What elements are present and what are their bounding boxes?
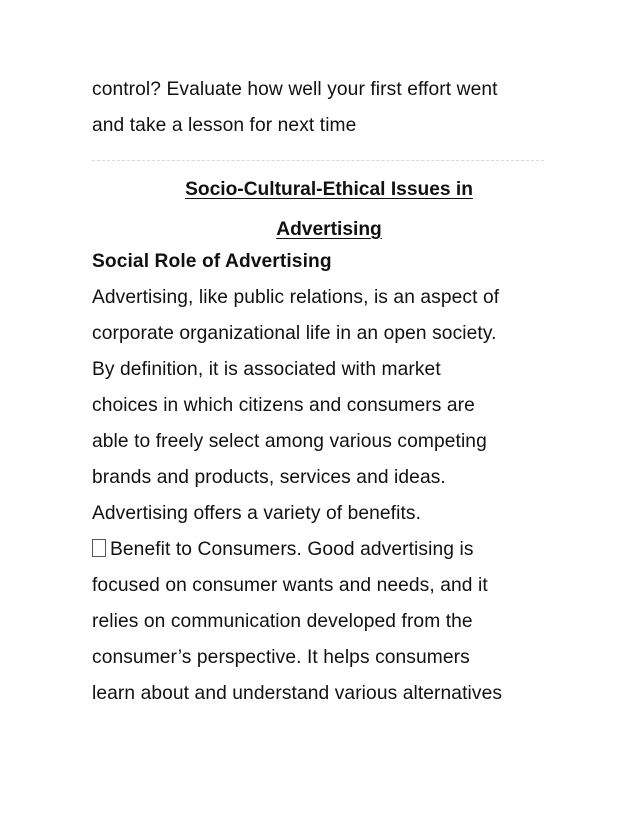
body-text	[92, 244, 572, 712]
section-title	[92, 170, 566, 250]
intro-paragraph	[92, 72, 572, 144]
body-line: By definition, it is associated with market	[92, 359, 441, 380]
body-line: consumer’s perspective. It helps consumers	[92, 647, 470, 668]
intro-line: and take a lesson for next time	[92, 115, 357, 136]
body-line: corporate organizational life in an open society.	[92, 323, 497, 344]
body-line: able to freely select among various competing	[92, 431, 487, 452]
bullet-box-icon	[92, 539, 106, 557]
intro-line: control? Evaluate how well your first effort went	[92, 79, 498, 100]
body-line: Advertising, like public relations, is an aspect of	[92, 287, 500, 308]
section-title-line: Advertising	[276, 219, 382, 240]
bullet-text: Benefit to Consumers. Good advertising is	[110, 539, 474, 560]
body-line: choices in which citizens and consumers are	[92, 395, 475, 416]
body-line: relies on communication developed from the	[92, 611, 473, 632]
body-line: brands and products, services and ideas.	[92, 467, 446, 488]
dashed-divider	[92, 160, 544, 161]
subheading: Social Role of Advertising	[92, 251, 332, 272]
body-line: focused on consumer wants and needs, and it	[92, 575, 488, 596]
bullet-item	[92, 532, 572, 568]
body-line: learn about and understand various alternatives	[92, 683, 503, 704]
section-title-line: Socio-Cultural-Ethical Issues in	[185, 179, 473, 200]
body-line: Advertising offers a variety of benefits.	[92, 503, 422, 524]
